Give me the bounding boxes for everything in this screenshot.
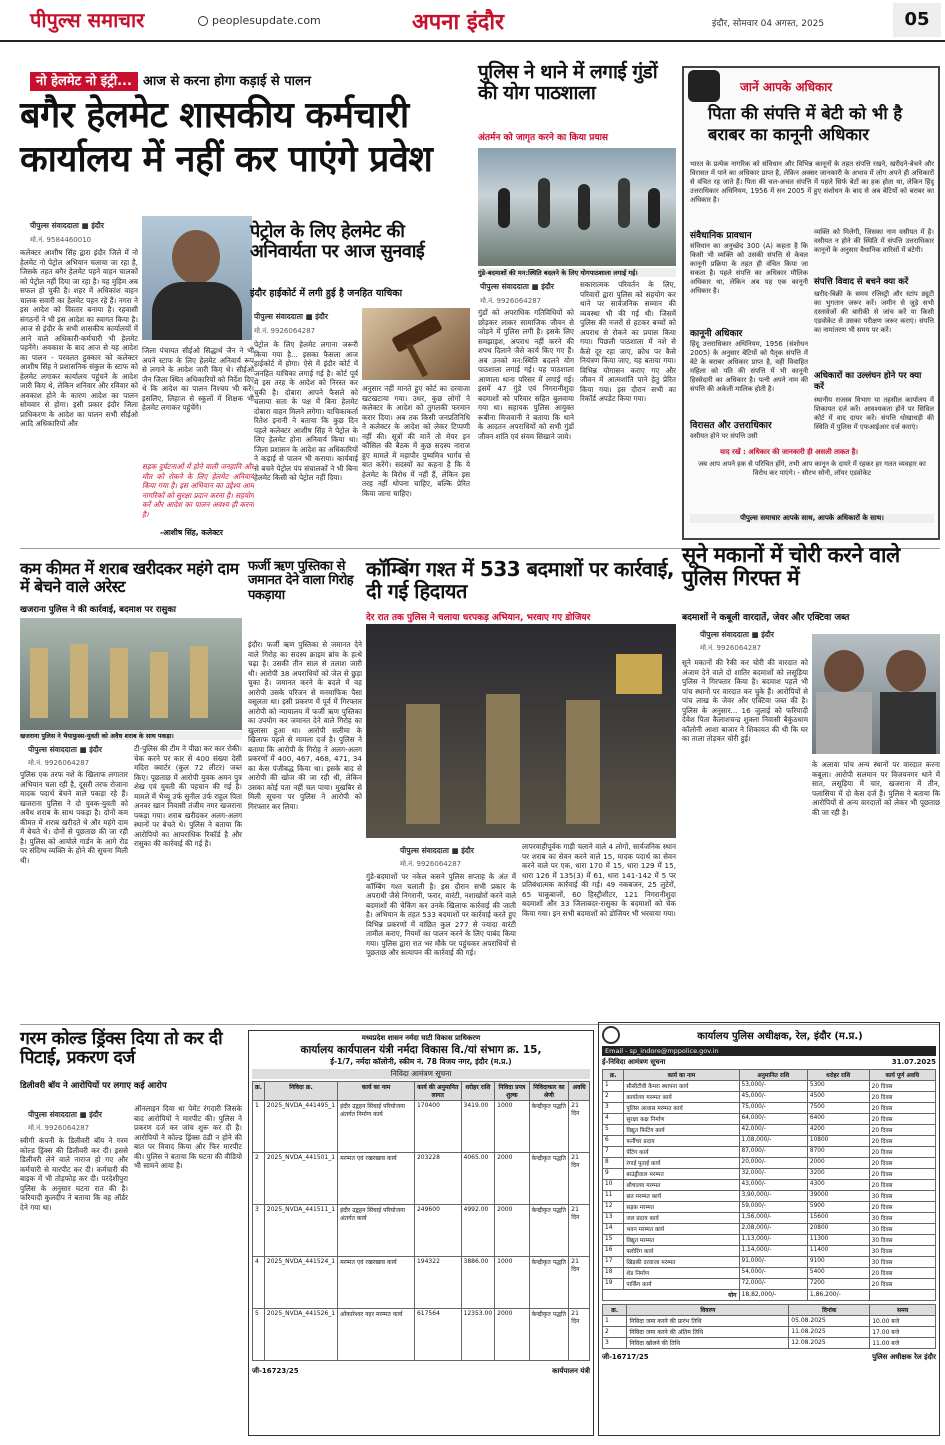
table-cell: शौचालय मरम्मत	[624, 1180, 739, 1191]
petrol-deck: इंदौर हाईकोर्ट में लगी हुई है जनहित याचिका	[250, 288, 403, 299]
tender-1	[248, 1030, 594, 1436]
table-cell: भवन मरम्मत कार्य	[624, 1224, 739, 1235]
table-cell: 1,14,000/-	[739, 1246, 807, 1257]
table-cell: 194322	[414, 1257, 461, 1309]
table-cell: 3	[253, 1205, 265, 1257]
collector-photo	[142, 216, 252, 340]
cold-byline: पीपुल्स संवाददाता ■ इंदौर	[28, 1110, 102, 1119]
police-emblem-icon	[602, 1026, 620, 1044]
table-cell: 20800	[807, 1224, 869, 1235]
table-cell: 59,000/-	[739, 1202, 807, 1213]
yoga-deck: अंतर्मन को जागृत करने का किया प्रयास	[478, 133, 609, 143]
table-cell: 5900	[807, 1202, 869, 1213]
table-row	[603, 1103, 936, 1114]
table-header-cell: क्र.	[603, 1070, 624, 1081]
table-cell: 7200	[807, 1279, 869, 1290]
table-cell: 17.00 बजे	[870, 1327, 936, 1338]
rights-headline: पिता की संपत्ति में बेटी को भी है बराबर का कानूनी अधिकार	[708, 104, 903, 144]
table-cell: केन्द्रीकृत पद्धति	[529, 1101, 569, 1153]
table-cell: 20 दिवस	[869, 1158, 935, 1169]
table-cell: 12353.00	[461, 1309, 495, 1361]
table-cell: 1	[603, 1316, 627, 1327]
table-cell: 2000	[495, 1153, 529, 1205]
table-cell: पार्किंग कार्य	[624, 1279, 739, 1290]
table-cell: 4500	[807, 1092, 869, 1103]
table-cell: 1,08,000/-	[739, 1136, 807, 1147]
liquor-headline: कम कीमत में शराब खरीदकर महंगे दाम में बेचने वाले अरेस्ट	[20, 559, 239, 596]
table-cell: 20 दिवस	[869, 1202, 935, 1213]
table-cell: 4	[603, 1114, 624, 1125]
table-cell: 4	[253, 1257, 265, 1309]
rights-s1: संविधान का अनुच्छेद 300 (A) कहता है कि किसी भी व्यक्ति को उसकी संपत्ति से केवल कानूनी प्रक्रिया के तहत ही वंचित किया जा सकता है। पहले संपत्ति का अधिकार मौलिक अधिकार था, लेकिन अब यह एक कानूनी अधिकार है।	[690, 242, 808, 295]
table-cell: मरम्मत एवं रखरखाव कार्य	[338, 1153, 415, 1205]
theft-deck: बदमाशों ने कबूली वारदातें, जेवर और एक्टिवा जब्त	[682, 613, 850, 623]
table-cell: 170400	[414, 1101, 461, 1153]
lead-kicker	[30, 70, 470, 90]
lead-col-1: कलेक्टर आशीष सिंह द्वारा इंदौर जिले में नो हेलमेट नो पेट्रोल अभियान चलाया जा रहा है, जिसके तहत बगैर हेलमेट पहने वाहन चालकों को पेट्रोल नहीं दिया जा रहा है। यह मुहिम अब सफल हो चुकी है। शहर में अधिकांश वाहन चालक सवारी का हेलमेट पहन रहे हैं। नगरा ने इस आदेश को विस्तार बनाया है। रहवासी संगठनों ने भी इस आदेश का स्वागत किया है। आज से इंदौर के सभी शासकीय कार्यालयों में आने वाले अधिकारी-कर्मचारी भी हेलमेट पहनेंगे। अवकाश के बाद आज से यह आदेश का पालन - परवलत हुक्कार को कलेक्टर आशीष सिंह ने प्रशासनिक संकुल के स्टाफ को हेलमेट लगाकर कार्यालय पहुंचने के आदेश जारी किए थे, लेकिन शनिवार और रविवार को अवकाश होने के कारण आदेश का पालन सोमवार से होगा। इसी प्रकार इंदौर जिला प्राधिकरण के आदेश का पालन सभी सीईओ आदि अधिकारियों और	[20, 248, 138, 428]
table-cell: फर्नीचर प्रदाय	[624, 1136, 739, 1147]
table-cell: 20 दिवस	[869, 1125, 935, 1136]
table-cell: निविदा जमा करने की अंतिम तिथि	[627, 1327, 789, 1338]
table-cell: 20 दिवस	[869, 1092, 935, 1103]
theft-byline: पीपुल्स संवाददाता ■ इंदौर	[700, 630, 774, 639]
yoga-col-1: गुंडों को अपराधिक गतिविधियों को छोड़कर लाकर सामाजिक जीवन से जोड़ने में पुलिस लगी है। इसके लिए समझाइश, अपराध नहीं करने की शपथ दिलाने जैसे कार्य किए गए हैं। अब उनको मन:स्थिति बदलने योग पाठशाला लगाई गई। यह पाठशाला आणाला थाना परिसर में लगाई गई। इसमें 47 गुंडे एवं निगरानीशुदा बदमाशों को परिवार सहित बुलवाया गया था। सहायक पुलिस आयुक्त रूबीना मिजवानी ने बताया कि थाने के आदतन अपराधियों को सभी गुंडों जीवन शांति एवं संयम सिखाने जाये।	[478, 308, 574, 441]
table-cell: इंदौर उद्वहन सिंचाई परियोजना अंतर्गत निर्माण कार्य	[338, 1101, 415, 1153]
table-header-cell: निविदा प्रपत्र शुल्क	[495, 1082, 529, 1101]
combing-col-1: गुंडे-बदमाशों पर नकेल कसने पुलिस सप्ताह के अंत में कॉम्बिंग गश्त चलाती है। इस दौरान सभी प्रकार के अपराधी जैसे निगरानी, फरार, वारंटी, नशाखोरों करने वाले बदमाशों की चेकिंग कर उनके खिलाफ कार्रवाई की जाती है। अभियान के तहत 533 बदमाशों पर कार्रवाई करते हुए विभिन्न प्रकरणों में वांछित कुल 277 से ज्यादा वारंटी तामील कराए, नियमों का पालन करने के लिए पाबंद किया गया। पुलिस द्वारा रात भर मौके पर पहुंचकर अपराधियों से पूछताछ और सत्यापन की कार्रवाई की गई।	[366, 872, 516, 957]
table-cell: 05.08.2025	[789, 1316, 870, 1327]
tender-1-footer: जी-16723/25	[252, 1367, 299, 1375]
dateline: इंदौर, सोमवार 04 अगस्त, 2025	[712, 19, 825, 29]
table-cell: 249600	[414, 1205, 461, 1257]
table-cell: विद्युत मरम्मत	[624, 1235, 739, 1246]
yoga-mobile: मो.नं. 9926064287	[480, 297, 542, 305]
table-cell: 2025_NVDA_441524_1	[264, 1257, 337, 1309]
table-cell: 11.00 बजे	[870, 1338, 936, 1349]
table-cell: बाउंड्रीवाल मरम्मत	[624, 1169, 739, 1180]
table-cell: पुलिस आवास मरम्मत कार्य	[624, 1103, 739, 1114]
table-cell: 20 दिवस	[869, 1180, 935, 1191]
globe-icon	[198, 16, 208, 26]
rights-kicker: जानें आपके अधिकार	[740, 80, 833, 94]
table-cell: 3200	[807, 1169, 869, 1180]
combing-deck: देर रात तक पुलिस ने चलाया धरपकड़ अभियान, भरवाए गए डोजियर	[366, 613, 591, 623]
table-cell: 10	[603, 1180, 624, 1191]
table-cell: 7	[603, 1147, 624, 1158]
table-header-cell: क्र.	[603, 1305, 627, 1316]
table-cell: 21 दिन	[569, 1101, 590, 1153]
liquor-photo	[20, 618, 242, 730]
table-cell: 2,08,000/-	[739, 1224, 807, 1235]
table-cell: कार्यालय मरम्मत कार्य	[624, 1092, 739, 1103]
lead-byline: पीपुल्स संवाददाता ■ इंदौर	[30, 221, 104, 230]
table-cell: 30 दिवस	[869, 1235, 935, 1246]
table-cell: 7500	[807, 1103, 869, 1114]
table-row	[603, 1158, 936, 1169]
tender-1-title-1: मध्यप्रदेश शासन नर्मदा घाटी विकास प्राधिकरण	[361, 1034, 481, 1042]
table-header-cell: समय	[870, 1305, 936, 1316]
table-cell: 20 दिवस	[869, 1279, 935, 1290]
tender-1-title-3: ई-1/7, नर्मदा कॉलोनी, स्कीम नं. 78 विजय नगर, इंदौर (म.प्र.)	[330, 1057, 512, 1066]
table-header-cell: कार्य का नाम	[624, 1070, 739, 1081]
tender-2-notice: ई-निविदा आमंत्रण सूचना	[602, 1058, 666, 1066]
table-cell: खिड़की दरवाजा मरम्मत	[624, 1257, 739, 1268]
table-cell: 18	[603, 1268, 624, 1279]
cold-mobile: मो.नं. 9926064287	[28, 1124, 90, 1132]
table-cell: 1,13,000/-	[739, 1235, 807, 1246]
table-cell: 11.08.2025	[789, 1327, 870, 1338]
combing-headline: कॉम्बिंग गश्त में 533 बदमाशों पर कार्रवाई, दी गई हिदायत	[366, 557, 674, 603]
table-cell: 45,000/-	[739, 1092, 807, 1103]
theft-mobile: मो.नं. 9926064287	[700, 644, 762, 652]
cold-col-2: ऑनलाइन दिया था पेमेंट रंगदारी जिसके बाद आरोपियों ने मारपीट की। पुलिस ने प्रकरण दर्ज कर जांच शुरू कर दी है। आरोपियों ने कोल्ड ड्रिंक्स ठंडी न होने की बात पर विवाद किया और फिर मारपीट की। पुलिस ने बताया कि घटना की वीडियो भी सामने आया है।	[134, 1104, 242, 1170]
table-cell: 5	[253, 1309, 265, 1361]
table-cell: 15600	[807, 1213, 869, 1224]
table-row	[603, 1246, 936, 1257]
rights-s3-title: विरासत और उत्तराधिकार	[690, 421, 772, 431]
rights-r1: व्यक्ति को मिलेगी, जिसका नाम वसीयत में है। वसीयत न होने की स्थिति में संपत्ति उत्तराधिकार कानूनों के अनुसार वैधानिक वारिसों में बंटेगी।	[814, 228, 934, 254]
table-cell: जल प्रदाय कार्य	[624, 1213, 739, 1224]
table-header-cell: क्र.	[253, 1082, 265, 1101]
table-row	[253, 1309, 590, 1361]
table-cell: केन्द्रीकृत पद्धति	[529, 1257, 569, 1309]
table-cell: 11	[603, 1191, 624, 1202]
table-cell: 20,000/-	[739, 1158, 807, 1169]
table-row	[603, 1191, 936, 1202]
loan-col: इंदौर। फर्जी ऋण पुस्तिका से जमानत देने वाले गिरोह का सदस्य क्राइम ब्रांच के हत्थे चढ़ा है। उसकी तीन साल से तलाश जारी थी। आरोपी 38 अपराधियों को जेल से छुड़ा चुका है। जमानत करने के बदले में वह आरोपी उसके परिजन से मनमाफिक पैसा वसूलता था। इसी प्रकरण में पूर्व में गिरफ्तार आरोपी को न्यायालय में फर्जी ऋण पुस्तिका का उपयोग कर जमानत देने वाले गिरोह का खुलासा हुआ था। आरोपी सलीमा के खिलाफ पहले से मामला दर्ज है। पुलिस ने बताया कि आरोपी के गिरोह ने अलग-अलग प्रकरणों में 400, 467, 468, 471, 34 का केस पंजीबद्ध किया था। इसके बाद से आरोपी की खोज की जा रही थी, लेकिन उसका कोई पता नहीं चल पाया। मुखबिर से मिली सूचना पर पुलिस ने आरोपी को गिरफ्तार कर लिया।	[248, 640, 362, 811]
table-cell: छत मरम्मत कार्य	[624, 1191, 739, 1202]
table-cell: 2000	[495, 1309, 529, 1361]
table-row	[603, 1268, 936, 1279]
petrol-headline: पेट्रोल के लिए हेलमेट की अनिवार्यता पर आज सुनवाई	[250, 221, 425, 262]
liquor-deck: खजराना पुलिस ने की कार्रवाई, बदमाश पर रासुका	[20, 605, 176, 615]
tender-1-notice: निविदा आमंत्रण सूचना	[252, 1069, 590, 1079]
table-header-cell: कार्य की अनुमानित लागत	[414, 1082, 461, 1101]
lead-headline-1: बगैर हेलमेट शासकीय कर्मचारी	[20, 95, 409, 136]
tender-2-table: क्र. कार्य का नाम अनुमानित राशि धरोहर राशि कार्य पूर्ण अवधि 1 सीसीटीवी कैमरा स्थापना कार्य 53,000/- 5300 20 दिवस 2 कार्यालय मरम्मत कार्य 45,000/- 4500 20 दिवस 3 पुलिस आवास मरम्मत कार्य 75,000/- 7500 20 दिवस 4 सुरक्षा कक्ष निर्माण 64,000/- 6400 20 दिवस 5 विद्युत फिटिंग कार्य 42,000/- 4200 20 दिवस 6 फर्नीचर प्रदाय 1,08,000/- 10800 20 दिवस 7 पेंटिंग कार्य 87,000/- 8700 20 दिवस 8 रंगाई पुताई कार्य 20,000/- 2000 20 दिवस 9 बाउंड्रीवाल मरम्मत 32,000/- 3200 20 दिवस 10 शौचालय मरम्मत 43,000/- 4300 20 दिवस 11 छत मरम्मत कार्य 3,90,000/- 39000 30 दिवस 12 सड़क मरम्मत 59,000/- 5900 20 दिवस 13 जल प्रदाय कार्य 1,56,000/- 15600 30 दिवस 14 भवन मरम्मत कार्य 2,08,000/- 20800 30 दिवस 15 विद्युत मरम्मत 1,13,000/- 11300 30 दिवस 16 फ्लोरिंग कार्य 1,14,000/- 11400 30 दिवस 17 खिड़की दरवाजा मरम्मत 91,000/- 9100 30 दिवस 18 शेड निर्माण 54,000/- 5400 20 दिवस 19 पार्किंग कार्य 72,000/- 7200 20 दिवस योग 18,82,000/- 1,86,200/-	[602, 1069, 936, 1301]
table-cell: 30 दिवस	[869, 1246, 935, 1257]
table-cell: 42,000/-	[739, 1125, 807, 1136]
table-cell: 43,000/-	[739, 1180, 807, 1191]
yoga-col-2: सकारात्मक परिवर्तन के लिए, परिवारों द्वारा पुलिस को सहयोग कर थाने पर सार्वजनिक सम्मान की व्यवस्था भी की गई थी। जिसमें पुलिस की नजरों से हटकर बच्चों को अपराध से रोकने का प्रयास किया गया। पिछली पाठशाला में नशे से कैसे दूर रहा जाए, क्रोध पर कैसे नियंत्रण किया जाए, यह बताया गया। विभिन्न योगासन कराए गए और जीवन में आत्मशांति पाने हेतु प्रेरित किया गया। इस दौरान सभी का रिकॉर्ड अपडेट किया गया।	[580, 280, 676, 403]
rights-s3: वसीयत होने पर संपत्ति उसी	[690, 432, 758, 440]
table-cell: 20 दिवस	[869, 1103, 935, 1114]
table-row	[603, 1257, 936, 1268]
table-cell: 13	[603, 1213, 624, 1224]
table-cell: 21 दिन	[569, 1153, 590, 1205]
table-cell: 12.08.2025	[789, 1338, 870, 1349]
table-cell: 2025_NVDA_441495_1	[264, 1101, 337, 1153]
page-number: 05	[893, 3, 941, 37]
theft-col-2: के अलावा पांच अन्य स्थानों पर वारदात करना कबूला। आरोपी सलमान पर विजयनगर थाने में सात, लसूड़िया में चार, खजराना में तीन, पलासिया में दो केस दर्ज हैं। पुलिस ने बताया कि आरोपियों से अन्य वारदातों को लेकर भी पूछताछ की जा रही है।	[812, 760, 940, 817]
kicker-red: नो हेलमेट नो इंट्री...	[30, 72, 138, 91]
liquor-mobile: मो.नं. 9926064287	[28, 759, 90, 767]
petrol-mobile: मो.नं. 9926064287	[254, 327, 316, 335]
table-cell: 2000	[807, 1158, 869, 1169]
tender-1-sign: कार्यपालन यंत्री	[552, 1367, 590, 1375]
table-cell: 2	[603, 1327, 627, 1338]
liquor-col-2: टी-पुलिस की टीम ने पीछा कर कार रोकी। चेक करने पर कार से 400 संख्या देसी मदिरा क्वार्टर (कुल 72 लीटर) जब्त किए। पूछताछ में आरोपी युवक अमन पुत्र शेख एवं युवती की पहचान की गई है। मामले में भैय्यू उर्फ सुनील उर्फ राहुल पिता अनवर खान निवासी तंजीम नगर खजराना पकड़ा गया। शराब खरीदकर अलग-अलग स्थानों पर बेचते थे। पुलिस ने बताया कि आरोपियों का आपराधिक रिकॉर्ड है और रासुका की कार्रवाई की गई है।	[134, 744, 242, 848]
table-cell: विद्युत फिटिंग कार्य	[624, 1125, 739, 1136]
table-cell: 20 दिवस	[869, 1081, 935, 1092]
table-row	[603, 1169, 936, 1180]
table-cell: 20 दिवस	[869, 1147, 935, 1158]
yoga-caption: गुंडे-बदमाशों की मन:स्थिति बदलने के लिए योगपाठशाला लगाई गई।	[478, 268, 676, 277]
rights-s2: हिंदू उत्तराधिकार अधिनियम, 1956 (संशोधन 2005) के अनुसार बेटियों को पैतृक संपत्ति में बेटे के बराबर अधिकार प्राप्त है, वहीं विवाहित महिला को पति की संपत्ति में भी कानूनी हिस्सेदारी का अधिकार है। पत्नी अपने नाम की संपत्ति की अकेली मालिक होती है।	[690, 340, 808, 393]
logo: पीपुल्स समाचार	[30, 8, 145, 32]
table-cell: केन्द्रीकृत पद्धति	[529, 1205, 569, 1257]
table-header-cell: अवधि	[569, 1082, 590, 1101]
tender-2	[598, 1022, 940, 1436]
rights-intro: भारत के प्रत्येक नागरिक को संविधान और विभिन्न कानूनों के तहत संपत्ति रखने, खरीदने-बेचने और विरासत में पाने का अधिकार प्राप्त है, लेकिन अक्सर जानकारी के अभाव में लोग अपने ही अधिकारों से वंचित रह जाते हैं। पिता की चल-अचल संपत्ति में पहले सिर्फ बेटों का हक होता था, लेकिन हिंदू उत्तराधिकार अधिनियम, 1956 में सन 2005 में हुए संशोधन के बाद से अब बेटियों को बराबर का अधिकार है।	[690, 160, 934, 204]
table-cell: सुरक्षा कक्ष निर्माण	[624, 1114, 739, 1125]
rights-note-2: जब आप अपने हक से परिचित होंगे, तभी आप कानून के दायरे में रहकर हर गलत व्यवहार का विरोध कर पाएंगे। - सौरभ सोनी, लॉयर एडवोकेट	[698, 460, 926, 477]
table-cell: 2025_NVDA_441511_1	[264, 1205, 337, 1257]
table-cell: 3419.00	[461, 1101, 495, 1153]
table-cell: 1000	[495, 1101, 529, 1153]
petrol-byline: पीपुल्स संवाददाता ■ इंदौर	[254, 312, 328, 321]
tender-1-table	[252, 1081, 590, 1361]
table-cell: रंगाई पुताई कार्य	[624, 1158, 739, 1169]
table-header-cell: निविदा क्र.	[264, 1082, 337, 1101]
website[interactable]: peoplesupdate.com	[212, 14, 321, 27]
table-cell: सड़क मरम्मत	[624, 1202, 739, 1213]
table-cell: निविदा खोलने की तिथि	[627, 1338, 789, 1349]
table-cell: केन्द्रीकृत पद्धति	[529, 1309, 569, 1361]
rights-r2: खरीद-बिक्री के समय रजिस्ट्री और स्टांप ड्यूटी का भुगतान जरूर करें। जमीन से जुड़े सभी दस्तावेजों की बारीकी से जांच करें या किसी एडवोकेट से उसका परीक्षण जरूर कराएं। संपत्ति का नामांतरण भी समय पर करें।	[814, 290, 934, 334]
table-cell: फ्लोरिंग कार्य	[624, 1246, 739, 1257]
table-header-cell: कार्य पूर्ण अवधि	[869, 1070, 935, 1081]
table-cell: 17	[603, 1257, 624, 1268]
table-row	[253, 1205, 590, 1257]
tender-2-footer: जी-16717/25	[602, 1353, 649, 1361]
table-cell: शेड निर्माण	[624, 1268, 739, 1279]
theft-headline: सूने मकानों में चोरी करने वाले पुलिस गिरफ्त में	[682, 543, 900, 591]
table-cell: 12	[603, 1202, 624, 1213]
table-cell: 6	[603, 1136, 624, 1147]
table-cell: 9100	[807, 1257, 869, 1268]
table-cell: केन्द्रीकृत पद्धति	[529, 1153, 569, 1205]
table-cell: 617564	[414, 1309, 461, 1361]
table-cell: 1000	[495, 1257, 529, 1309]
table-cell: 30 दिवस	[869, 1257, 935, 1268]
fist-icon	[688, 70, 720, 102]
table-cell: पेंटिंग कार्य	[624, 1147, 739, 1158]
table-cell: मरम्मत एवं रखरखाव कार्य	[338, 1257, 415, 1309]
loan-headline: फर्जी ऋण पुस्तिका से जमानत देने वाला गिरोह पकड़ाया	[248, 559, 354, 603]
combing-photo	[366, 624, 676, 838]
table-row	[603, 1136, 936, 1147]
table-cell: 11400	[807, 1246, 869, 1257]
yoga-byline: पीपुल्स संवाददाता ■ इंदौर	[480, 282, 554, 291]
liquor-caption: खजराना पुलिस ने भैयाफुस्स-युवती को अवैध शराब के साथ पकड़ा।	[20, 731, 242, 740]
yoga-photo	[478, 148, 676, 266]
tender-2-date: 31.07.2025	[891, 1058, 936, 1066]
kicker-text: आज से करना होगा कड़ाई से पालन	[143, 74, 311, 89]
table-cell: 64,000/-	[739, 1114, 807, 1125]
table-cell: 11300	[807, 1235, 869, 1246]
table-cell: 53,000/-	[739, 1081, 807, 1092]
table-row	[253, 1153, 590, 1205]
table-cell: 203228	[414, 1153, 461, 1205]
table-cell: 21 दिन	[569, 1309, 590, 1361]
table-row	[603, 1316, 936, 1327]
table-cell: 19	[603, 1279, 624, 1290]
table-row	[603, 1180, 936, 1191]
combing-col-2: लापरवाहीपूर्वक गाड़ी चलाने वाले 4 लोगों, सार्वजनिक स्थान पर शराब का सेवन करने वाले 15, मादक पदार्थ का सेवन करने वाले पर एक, धारा 170 में 15, धारा 129 में 15, धारा 126 में 135(3) में 61, धारा 141-142 में 5 पर प्रतिबंधात्मक कार्रवाई की गई। 49 नकबजन, 25 लुटेरों, 65 चाकूबाजों, 60 हिस्ट्रीशीटर, 121 निगरानीशुदा बदमाशों और 33 जिलाबदर-रासुका के बदमाशों को चेक किया गया। इन सभी बदमाशों को डोजियर भी भरवाया गया।	[522, 842, 676, 918]
table-header-cell: दिनांक	[789, 1305, 870, 1316]
table-cell: 3	[603, 1338, 627, 1349]
table-cell: सीसीटीवी कैमरा स्थापना कार्य	[624, 1081, 739, 1092]
liquor-col-1: पुलिस एक तरफ नशे के खिलाफ लगातार अभियान चला रही है, दूसरी तरफ रोजाना मादक पदार्थ बेचने वाले पकड़ा रहे हैं। खजराना पुलिस ने दो युवक-युवती को अवैध शराब के साथ पकड़ा है। दोनों कम कीमत में शराब खरीदते थे और महंगे दाम में बेचते थे। दोनों से पूछताछ की जा रही है। पुलिस को आयोले गार्डन के आगे रोड पर संदिग्ध व्यक्ति के होने की सूचना मिली थी।	[20, 770, 128, 865]
table-cell: 3	[603, 1103, 624, 1114]
gavel-photo	[362, 308, 470, 380]
table-row	[603, 1327, 936, 1338]
table-header-cell: निविदाकार का श्रेणी	[529, 1082, 569, 1101]
table-cell: 30 दिवस	[869, 1224, 935, 1235]
table-cell: 4065.00	[461, 1153, 495, 1205]
cold-headline: गरम कोल्ड ड्रिंक्स दिया तो कर दी पिटाई, प्रकरण दर्ज	[20, 1029, 223, 1069]
tender-2-total-2: 1,86,200/-	[807, 1290, 869, 1301]
rights-s2-title: कानूनी अधिकार	[690, 329, 743, 339]
table-row	[603, 1147, 936, 1158]
lead-col-2: जिला पंचायत सीईओ सिद्धार्थ जैन ने भी अपने स्टाफ के लिए हेलमेट अनिवार्य रूप से लगाने के आदेश जारी किए थे। सीईओ जैन जिला स्थित अधिकारियों को निर्देश दिए थे कि आदेश का पालन निश्चय भी करें। इसलिए, लिहाज से स्कूलों में शिक्षक भी हेलमेट लगाकर पहुंचेंगे।	[142, 346, 254, 412]
yoga-headline: पुलिस ने थाने में लगाई गुंडों की योग पाठशाला	[478, 61, 658, 104]
table-cell: 30 दिवस	[869, 1213, 935, 1224]
cold-col-1: स्वीगी कंपनी के डिलीवरी बॉय ने गरम कोल्ड ड्रिंक्स की डिलीवरी कर दी। इससे डिलीवरी लेने वाले नाराज हो गए और कर्मचारी से मारपीट कर दी। कर्मचारी की बाइक में भी तोड़फोड़ कर दी। परदेशीपुरा पुलिस के अनुसार घटना रात की है। फरियादी कुलदीप ने बताया कि वह ऑर्डर देने गया था।	[20, 1136, 128, 1212]
table-cell: 5	[603, 1125, 624, 1136]
table-cell: 87,000/-	[739, 1147, 807, 1158]
table-cell: 6400	[807, 1114, 869, 1125]
table-row	[603, 1092, 936, 1103]
table-cell: 20 दिवस	[869, 1136, 935, 1147]
rights-footer: पीपुल्स समाचार आपके साथ, आपके अधिकारों के साथ।	[690, 514, 934, 523]
table-cell: 8	[603, 1158, 624, 1169]
rights-s1-title: संवैधानिक प्रावधान	[690, 231, 752, 241]
table-cell: 16	[603, 1246, 624, 1257]
table-cell: 5400	[807, 1268, 869, 1279]
table-cell: 30 दिवस	[869, 1191, 935, 1202]
table-cell: 15	[603, 1235, 624, 1246]
lead-headline-2: कार्यालय में नहीं कर पाएंगे प्रवेश	[20, 139, 433, 180]
table-row	[253, 1257, 590, 1309]
tender-2-office: कार्यालय पुलिस अधीक्षक, रेल, इंदौर (म.प्र.)	[697, 1031, 863, 1042]
table-cell: 39000	[807, 1191, 869, 1202]
quote-author: -आशीष सिंह, कलेक्टर	[160, 528, 224, 537]
masthead	[0, 0, 945, 42]
tender-1-title-2: कार्यालय कार्यपालन यंत्री नर्मदा विकास वि./यां संभाग क्र. 15,	[300, 1044, 542, 1056]
table-cell: 72,000/-	[739, 1279, 807, 1290]
table-cell: 1,56,000/-	[739, 1213, 807, 1224]
table-cell: 4992.00	[461, 1205, 495, 1257]
table-cell: 2	[603, 1092, 624, 1103]
tender-2-email[interactable]: Email - sp_indore@mppolice.gov.in	[602, 1046, 936, 1056]
table-cell: निविदा जमा करने की प्रारंभ तिथि	[627, 1316, 789, 1327]
table-header-cell: कार्य का नाम	[338, 1082, 415, 1101]
section-title: अपना इंदौर	[412, 10, 505, 35]
rights-r-title-1: संपत्ति विवाद से बचने क्या करें	[814, 277, 909, 287]
rights-r3: स्थानीय राजस्व विभाग या तहसील कार्यालय में शिकायत दर्ज करें। आवश्यकता होने पर सिविल कोर्ट में वाद दायर करें। संपत्ति धोखाधड़ी की स्थिति में पुलिस में एफआईआर दर्ज कराएं।	[814, 396, 934, 431]
combing-mobile: मो.नं. 9926064287	[400, 860, 462, 868]
tender-2-schedule	[602, 1304, 936, 1349]
table-cell: 1	[603, 1081, 624, 1092]
tender-2-sign: पुलिस अधीक्षक रेल इंदौर	[872, 1353, 936, 1361]
table-cell: 20 दिवस	[869, 1169, 935, 1180]
table-cell: 3,90,000/-	[739, 1191, 807, 1202]
table-cell: 5300	[807, 1081, 869, 1092]
table-row	[603, 1213, 936, 1224]
theft-col-1: सूने मकानों की रैकी कर चोरी की वारदात को अंजाम देने वाले दो शातिर बदमाशों को लसूड़िया पुलिस ने गिरफ्तार किया है। बदमाश पहले भी पांच स्थानों पर वारदात कर चुके हैं। आरोपियों से पांच लाख के जेवर और एक्टिवा जब्त की है। पुलिस के अनुसार... 16 जुलाई को फरियादी देवेश पिता कैलाशचन्द्र शुक्ला निवासी बैकुंठधाम कॉलोनी आशा बाजार ने शिकायत की थी कि घर का ताला तोड़कर चोरी हुई।	[682, 658, 808, 743]
table-cell: 2000	[495, 1205, 529, 1257]
table-cell: 2	[253, 1153, 265, 1205]
table-row	[603, 1125, 936, 1136]
table-cell: 54,000/-	[739, 1268, 807, 1279]
table-cell: 14	[603, 1224, 624, 1235]
table-cell: 2025_NVDA_441526_1	[264, 1309, 337, 1361]
table-cell: 21 दिन	[569, 1257, 590, 1309]
table-cell: 4200	[807, 1125, 869, 1136]
table-cell: 2025_NVDA_441501_1	[264, 1153, 337, 1205]
combing-byline: पीपुल्स संवाददाता ■ इंदौर	[400, 846, 474, 855]
table-cell: 75,000/-	[739, 1103, 807, 1114]
table-cell: 21 दिन	[569, 1205, 590, 1257]
table-cell: 4300	[807, 1180, 869, 1191]
table-cell: ओंकारेश्वर नहर मरम्मत कार्य	[338, 1309, 415, 1361]
table-row	[253, 1101, 590, 1153]
table-row	[603, 1235, 936, 1246]
lead-mobile: मो.नं. 9584460010	[30, 236, 92, 244]
theft-photo	[812, 634, 940, 754]
table-cell: 10800	[807, 1136, 869, 1147]
cold-deck: डिलीवरी बॉय ने आरोपियों पर लगाए कई आरोप	[20, 1081, 167, 1091]
collector-quote: सड़क दुर्घटनाओं में होने वाली जनहानि और मौत को रोकने के लिए हेलमेट अनिवार्य किया गया है। इस अभियान का उद्देश्य आम नागरिकों को सुरक्षा प्रदान करना है। सहयोग करें और आदेश का पालन अवश्य ही करना है।	[142, 462, 254, 519]
table-cell: 8700	[807, 1147, 869, 1158]
table-row	[603, 1279, 936, 1290]
table-row	[603, 1114, 936, 1125]
table-row	[603, 1202, 936, 1213]
table-cell: 20 दिवस	[869, 1268, 935, 1279]
table-header-cell: धरोहर राशि	[807, 1070, 869, 1081]
rights-note: याद रखें : अधिकार की जानकारी ही असली ताकत है।	[720, 448, 859, 456]
table-cell: 10.00 बजे	[870, 1316, 936, 1327]
petrol-col-1: पेट्रोल के लिए हेलमेट लगाना जरूरी किया गया है... इसका फैसला आज हाईकोर्ट में होगा। ऐसे में इंदौर कोर्ट में जनहित याचिका लगाई गई है। कोर्ट पूर्व में इस तरह के आदेश को निरस्त कर चुकी है। दोबारा आपने फैसले को चलाया सता के पक्ष में बिना हेलमेट दोबारा वाहन मिलने लगेगा। याचिकाकर्ता रितेश इनानी ने बताया कि कुछ दिन पहले कलेक्टर आशीष सिंह ने पेट्रोल के लिए हेलमेट होना अनिवार्य किया था। जिला प्रशासन के आदेश का अधिकारियों ने कड़ाई से पालन भी कराया। कार्यवाई से बचने पेट्रोल पंप संचालकों ने भी बिना हेलमेट किसी को पेट्रोल नहीं दिया।	[254, 340, 358, 482]
table-row	[603, 1338, 936, 1349]
petrol-col-2: अनुसार नहीं मानते हुए कोर्ट का दरवाजा खटखटाया गया। उधर, कुछ लोगों ने कलेक्टर के आदेश को तुगलकी फरमान करार दिया। अब तक किसी जनप्रतिनिधि ने कलेक्टर के आदेश को लेकर टिप्पणी नहीं की। सूत्रों की मानें तो मेयर इन कौंसिल की बैठक में कुछ सदस्य नाराज हुए मामले में महापौर पुष्यमित्र भार्गव से बात करेंगे। सदस्यों का कहना है कि ये हेलमेट के विरोध में नहीं हैं, लेकिन इस तरह नहीं थोपना चाहिए, बल्कि प्रेरित किया जाना चाहिए।	[362, 384, 470, 498]
rights-r-title-2: अधिकारों का उल्लंघन होने पर क्या करें	[814, 371, 922, 392]
table-cell: 20 दिवस	[869, 1114, 935, 1125]
tender-2-total: 18,82,000/-	[739, 1290, 807, 1301]
table-header-cell: अनुमानित राशि	[739, 1070, 807, 1081]
table-header-cell: विवरण	[627, 1305, 789, 1316]
table-row	[603, 1081, 936, 1092]
table-cell: 32,000/-	[739, 1169, 807, 1180]
table-cell: 1	[253, 1101, 265, 1153]
table-cell: 9	[603, 1169, 624, 1180]
table-header-cell: धरोहर राशि	[461, 1082, 495, 1101]
liquor-byline: पीपुल्स संवाददाता ■ इंदौर	[28, 745, 102, 754]
table-cell: 91,000/-	[739, 1257, 807, 1268]
table-cell: 3886.00	[461, 1257, 495, 1309]
table-row	[603, 1224, 936, 1235]
table-cell: इंदौर उद्वहन सिंचाई परियोजना अंतर्गत कार्य	[338, 1205, 415, 1257]
